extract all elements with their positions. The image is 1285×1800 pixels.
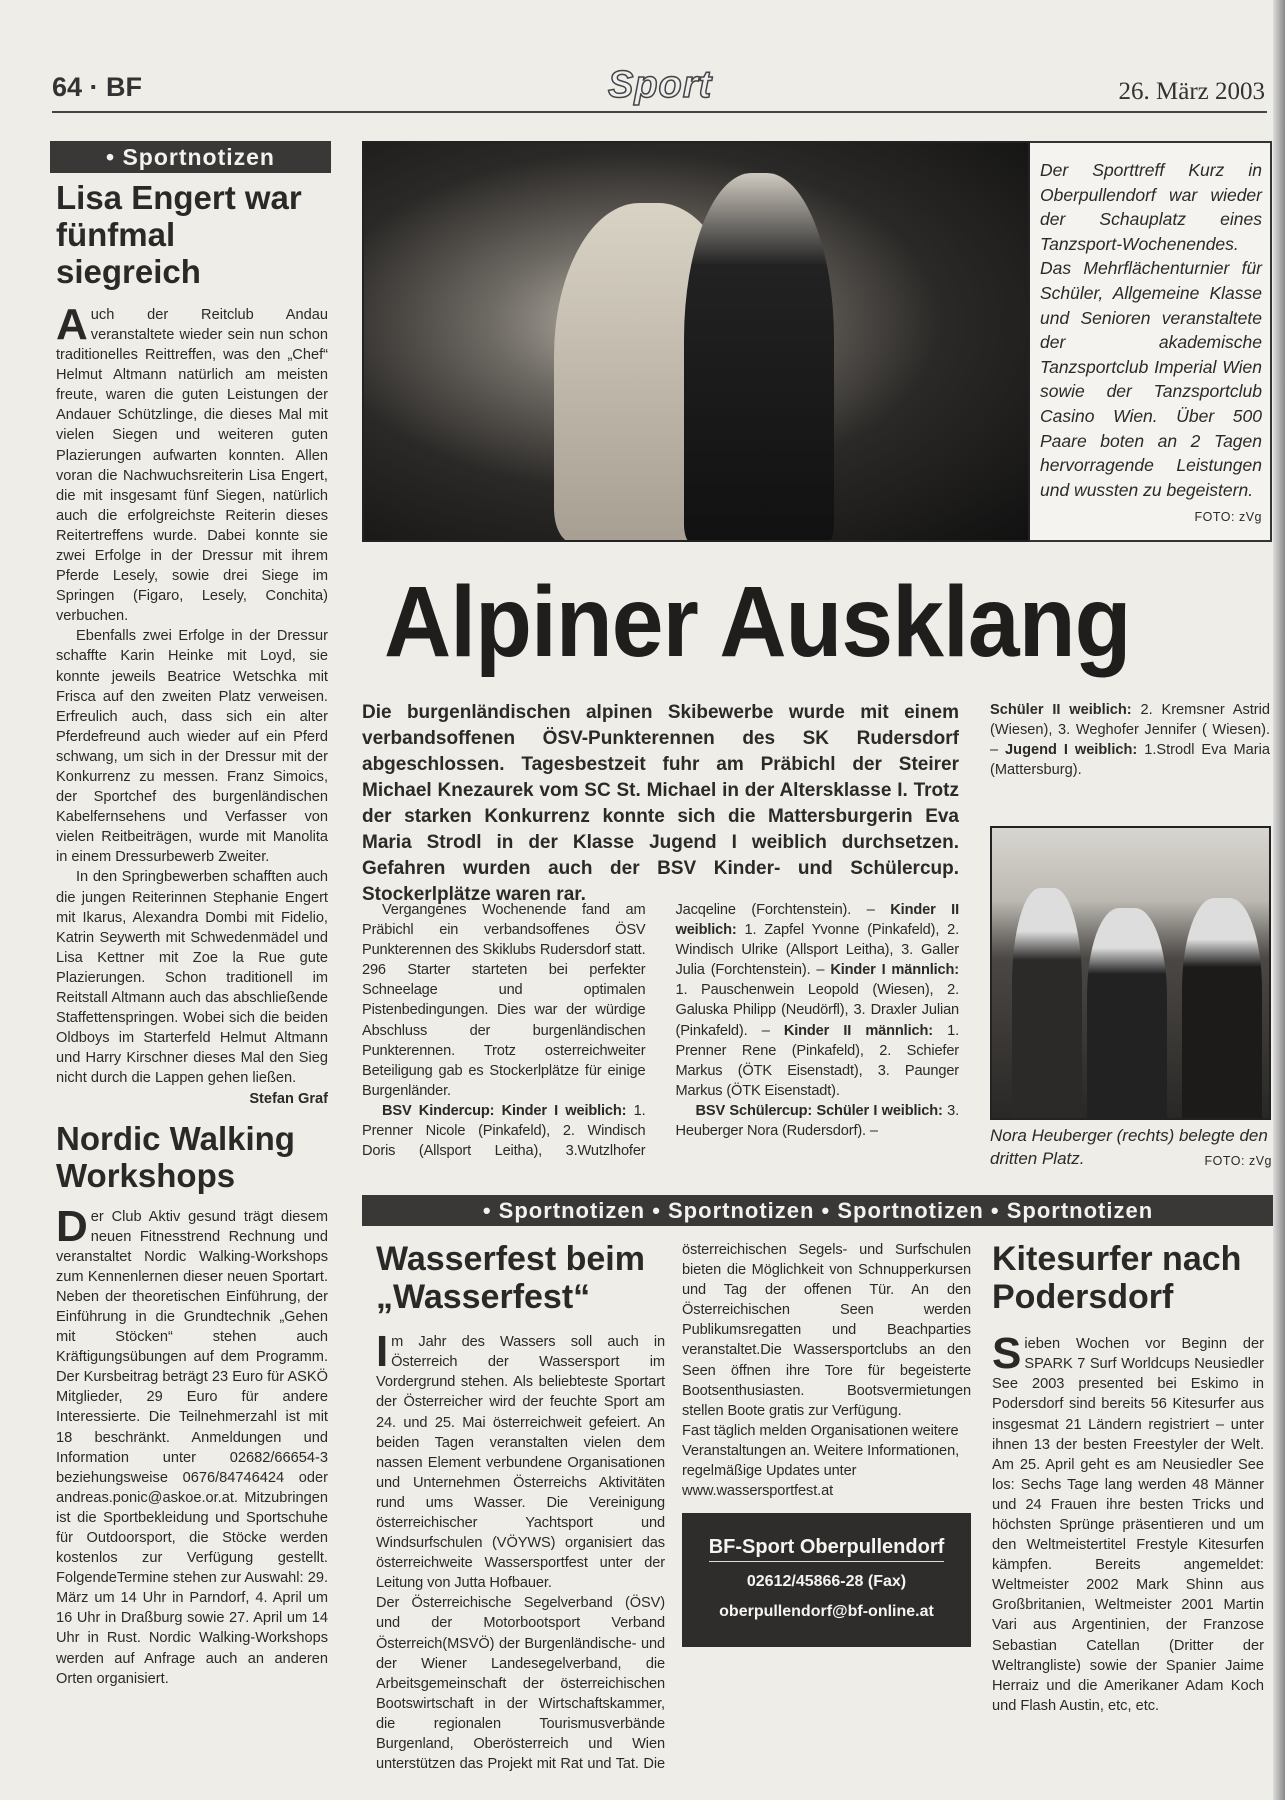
results-paragraph <box>676 1101 960 1141</box>
results-text: 1.Strodl Eva Maria (Mattersburg). <box>990 742 1270 779</box>
paragraph: In den Springbewerben schafften auch die jungen Reiterinnen Stephanie Engert mit Ikarus, Alexandra Dombi mit Fidelio, Katrin Seywerth mit Schwedenmädel und Lisa Kettner mit Zoe la Rue gute Plazierungen. Schon traditionell im Reitstall Altmann auch das abschließende Staffettenspringen. Wobei sich die beiden Oldboys im Starterfeld Helmut Altmann und Harry Kirschner dieses Mal den Sieg nicht durch die Lappen gehen ließen. <box>56 869 328 1087</box>
category-label: Kinder II männlich: <box>783 1022 933 1039</box>
contact-fax: 02612/45866-28 (Fax) <box>746 1573 907 1591</box>
section-title: Sport <box>608 64 713 106</box>
person-figure <box>1012 888 1082 1120</box>
article-body <box>56 1201 328 1689</box>
drop-cap: I <box>376 1327 389 1377</box>
dancer-figure <box>684 173 834 542</box>
article-body <box>992 1329 1264 1716</box>
results-text: 2. Kremsner Astrid (Wiesen), 3. Weghofer Jennifer ( Wiesen). – <box>990 702 1271 759</box>
category-label: BSV Kindercup: Kinder I weiblich: <box>382 1102 627 1119</box>
photo-caption <box>990 1124 1272 1173</box>
category-label: Jugend I weiblich: <box>1005 742 1138 759</box>
results-text: 1. Zapfel Yvonne (Pinkafeld), 2. Windisch Ulrike (Allsport Leitha), 3. Galler Julia (Forchtenstein). – <box>675 922 959 979</box>
contact-title: BF-Sport Oberpullendorf <box>709 1535 945 1562</box>
article-headline: Lisa Engert war fünfmal siegreich <box>56 179 302 290</box>
results-text: 1. Prenner Nicole (Pinkafeld), 2. Windisch Doris (Allsport Leitha), 3.Wutzlhofer Jacqeline (Forchtenstein). – <box>362 902 891 1160</box>
results-paragraph <box>990 700 1270 780</box>
photo-skiers-podium <box>990 826 1271 1120</box>
contact-email: oberpullendorf@bf-online.at <box>719 1603 934 1621</box>
paragraph: Der Österreichische Segelverband (ÖSV) und der Motorbootsport Verband Österreich(MSVÖ) der Burgenländische- und der Wiener Landesegelverband, die Arbeitsgemeinschaft der österreichischen Bootswirtschaft in der Wirtschaftskammer, die regionalen Tourismusverbände Burgenland, Oberösterreich und Wien unterstützen das Projekt mit Rat und Tat. Die österreichischen Segels- und Surfschulen bieten die Möglichkeit von Schnupperkursen und Tag der offenen Tür. An den Österreichischen Seen werden Publikumsregatten und Beachparties veranstaltet.Die Wassersportclubs an den Seen öffnen ihre Tore für begeisterte Bootsenthusiasten. Bootsvermietungen stellen Boote gratis zur Verfügung. <box>376 1242 971 1773</box>
paragraph: Fast täglich melden Organisationen weitere Veranstaltungen an. Weitere Informationen, regelmäßige Updates unter www.wassersportfest.at <box>682 1422 960 1500</box>
photo-caption <box>1040 158 1262 530</box>
contact-box <box>682 1513 971 1647</box>
paragraph: Vergangenes Wochenende fand am Präbichl ein verbandsoffenes ÖSV Punkterennen des Skiklubs Rudersdorf statt. 296 Starter starteten bei perfekter Schneelage und optimalen Pistenbedingungen. Dies war der würdige Abschluss der burgenländischen Punkterennen. Trotz osterreichweiter Beteiligung gab es Stockerlplätze für einige Burgenländer. <box>362 902 646 1099</box>
category-label: Kinder I männlich: <box>830 962 959 979</box>
paragraph: m Jahr des Wassers soll auch in Österreich der Wassersport im Vordergrund stehen. Als beliebteste Sportart der Österreicher wird der feuchte Sport am 24. und 25. Mai österreichweit gefeiert. An beiden Tagen veranstalten vielen dem nassen Element verbundene Organisationen und Unternehmen Österreichs Aktivitäten rund ums Wasser. Die Vereinigung österreichischer Yachtsport und Windsurfschulen (VÖYWS) organisiert das österreichweite Wassersportfest unter der Leitung von Jutta Hofbauer. <box>376 1334 665 1592</box>
lead-paragraph: Die burgenländischen alpinen Skibewerbe wurde mit einem verbandsoffenen ÖSV-Punkterennen des SK Rudersdorf abgeschlossen. Tagesbestzeit fuhr am Präbichl der Steirer Michael Knezaurek vom SC St. Michael in der Altersklasse I. Trotz der starken Konkurrenz konnte sich die Mattersburgerin Eva Maria Strodl in der Klasse Jugend I weiblich durchsetzen. Gefahren wurden auch der BSV Kinder- und Schülercup. Stockerlplätze waren rar. <box>362 702 959 905</box>
main-headline: Alpiner Ausklang <box>384 566 1131 678</box>
sportnotizen-bar: • Sportnotizen • Sportnotizen • Sportnotizen • Sportnotizen <box>362 1195 1274 1226</box>
article-headline: Kitesurfer nach Podersdorf <box>992 1240 1242 1317</box>
issue-date: 26. März 2003 <box>1118 78 1265 105</box>
photo-credit: FOTO: zVg <box>1194 510 1262 525</box>
photo-credit: FOTO: zVg <box>1204 1154 1272 1168</box>
photo-dancers <box>362 141 1030 542</box>
article-wasserfest <box>376 1240 971 1780</box>
article-lisa-engert <box>56 180 328 1689</box>
paragraph: uch der Reitclub Andau veranstaltete wieder sein nun schon traditionelles Reittreffen, was den „Chef“ Helmut Altmann natürlich am meisten freute, waren die guten Leistungen der Andauer Schützlinge, die dieses Mal mit vielen Siegen und weiteren guten Plazierungen aufwarten konnten. Allen voran die Nachwuchsreiterin Lisa Engert, die mit insgesamt fünf Siegen, natürlich auch die erfolgreichste Reiterin dieses Reitertreffens wurde. Dabei konnte sie zwei Erfolge in der Dressur mit ihrem Pferde Lesely, sowie drei Siege im Springen (Figaro, Lesely, Conchita) verbuchen. <box>56 306 328 625</box>
paragraph: Ebenfalls zwei Erfolge in der Dressur schaffte Karin Heinke mit Loyd, sie konnte jeweils Beatrice Wetschka mit Frisca auf den zweiten Platz verweisen. Erfreulich auch, dass sich ein alter Pferdefreund auch wieder auf ein Pferd schwang, um sich in der Dressur mit der Konkurrenz zu messen. Franz Simoics, der Sportchef des burgenländischen Kabelfernsehens und Verfasser von vielen Reitbeiträgen, wurde mit Manolita in einem Dressurbewerb Zweiter. <box>56 628 328 866</box>
category-label: Kinder II weiblich: <box>675 902 959 939</box>
header-rule <box>52 111 1267 113</box>
paragraph: er Club Aktiv gesund trägt diesem neuen Fitnesstrend Rechnung und veranstaltet Nordic Walking-Workshops zum Kennenlernen dieser neuen Sportart. Neben der theoretischen Einführung, der Einführung in die Grundtechnik „Gehen mit Stöcken“ stehen auch Kräftigungsübungen auf dem Programm. Der Kursbeitrag beträgt 23 Euro für ASKÖ Mitglieder, 29 Euro für andere Interessierte. Die Teilnehmerzahl ist mit 18 beschränkt. Anmeldungen und Information unter 02682/66654-3 beziehungsweise 0676/84746424 oder andreas.ponic@askoe.or.at. Mitzubringen ist die Sportbekleidung und Sportschuhe für Outdoorsport, die Stöcke werden kostenlos zur Verfügung gestellt. FolgendeTermine stehen zur Auswahl: 29. März um 14 Uhr in Parndorf, 4. April um 16 Uhr in Draßburg sowie 27. April um 14 Uhr in Rust. Nordic Walking-Workshops werden auf Anfrage auch an anderen Orten organisiert. <box>56 1208 328 1687</box>
page-number: 64 · BF <box>52 72 143 102</box>
ski-body <box>362 900 959 1161</box>
ski-body-continued <box>990 700 1270 780</box>
article-body <box>56 299 328 1109</box>
category-label: Schüler II weiblich: <box>990 702 1132 718</box>
author: Stefan Graf <box>249 1090 328 1107</box>
drop-cap: A <box>56 299 88 349</box>
paragraph: ieben Wochen vor Beginn der SPARK 7 Surf Worldcups Neusiedler See 2003 presented bei Eskimo in Podersdorf sind bereits 56 Kitesurfer aus insgesmat 21 Ländern registriert – unter ihnen 13 der besten Freestyler der Welt. Am 25. April geht es am Neusiedler See los: Sechs Tage lang werden 48 Männer und 24 Frauen ihre besten Tricks und höchsten Sprünge präsentieren und um den Weltmeistertitel Frestyle Kitesurfen kämpfen. Bereits angemeldet: Weltmeister 2002 Mark Shinn aus Großbritanien, Weltmeister 2001 Martin Vari aus Argentinien, der Franzose Sebastian Catellan (Dritter der Weltrangliste) sowie der Spanier Jaime Herraiz und die Amerikaner Adam Koch und Flash Austin, etc, etc. <box>992 1336 1264 1714</box>
sportnotizen-bar: • Sportnotizen <box>50 141 331 173</box>
person-figure <box>1182 898 1262 1120</box>
drop-cap: S <box>992 1329 1022 1379</box>
category-label: BSV Schülercup: Schüler I weiblich: <box>695 1102 943 1119</box>
drop-cap: D <box>56 1201 88 1251</box>
caption-text: Der Sporttreff Kurz in Oberpullendorf war wieder der Schauplatz eines Tanzsport-Wochenendes. Das Mehrflächenturnier für Schüler, Allgemeine Klasse und Senioren veranstaltete der akademische Tanzsportclub Imperial Wien sowie der Tanzsportclub Casino Wien. Über 500 Paare boten an 2 Tagen hervorragende Leistungen und wussten zu begeistern. <box>1040 160 1262 500</box>
results-text: 3. Heuberger Nora (Rudersdorf). – <box>675 1102 959 1140</box>
article-kitesurfer <box>992 1240 1264 1716</box>
person-figure <box>1087 908 1167 1120</box>
caption-text: Nora Heuberger (rechts) belegte den dritten Platz. <box>990 1126 1268 1168</box>
article-headline: Wasserfest beim „Wasserfest“ <box>376 1240 645 1317</box>
page-edge-shadow <box>1273 0 1285 1800</box>
results-text: 1. Prenner Rene (Pinkafeld), 2. Schiefer Markus (ÖTK Eisenstadt), 3. Paunger Markus (ÖTK Eisenstadt). <box>675 1022 959 1099</box>
article-headline: Nordic Walking Workshops <box>56 1119 295 1194</box>
results-text: 1. Pauschenwein Leopold (Wiesen), 2. Galuska Philipp (Neudörfl), 3. Draxler Julian (Pinkafeld). – <box>675 982 959 1039</box>
